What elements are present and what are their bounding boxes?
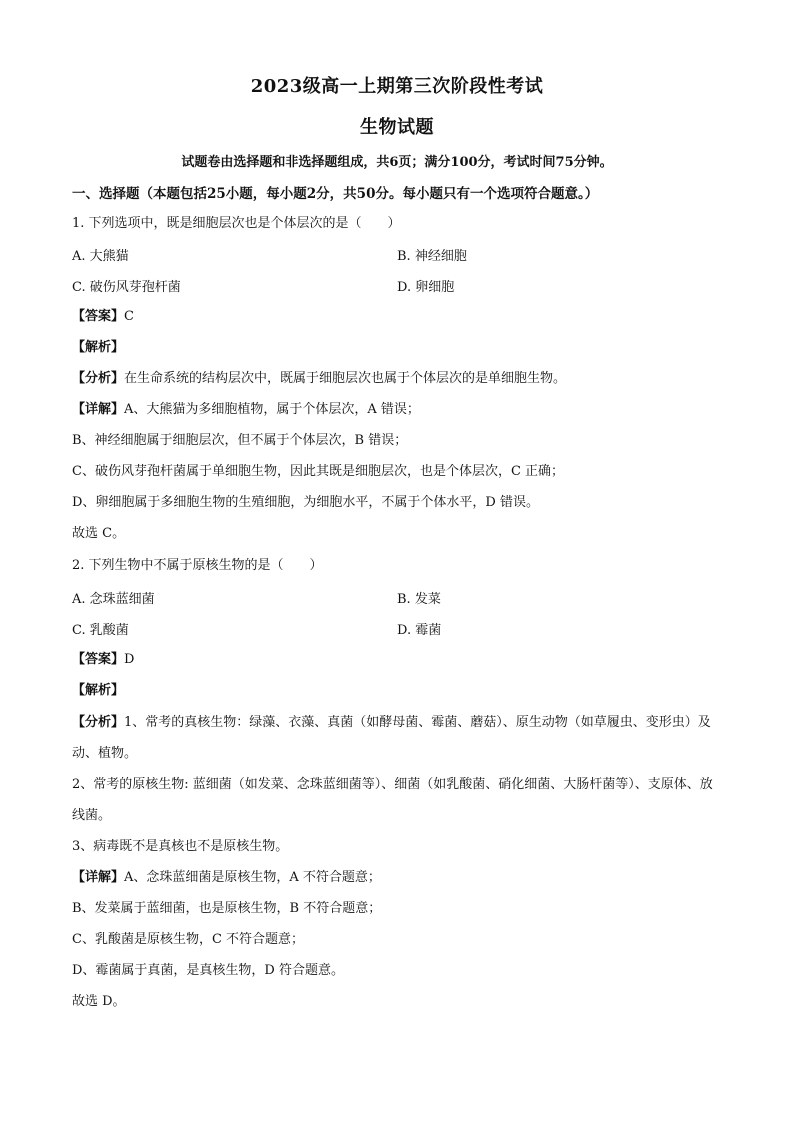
- q2-option-b: B. 发菜: [397, 592, 441, 607]
- q1-option-a: A. 大熊猫: [72, 249, 129, 264]
- q2-fenxi-1-text: 1、常考的真核生物：绿藻、衣藻、真菌（如酵母菌、霉菌、蘑菇）、原生动物（如草履虫、变形虫）及动、植物。: [72, 715, 711, 761]
- q2-analysis-tag: 【解析】: [72, 683, 125, 698]
- q2-answer-value: D: [124, 652, 135, 667]
- q2-option-d: D. 霉菌: [397, 623, 442, 638]
- q1-detail-b: B、神经细胞属于细胞层次，但不属于个体层次，B 错误；: [72, 433, 408, 448]
- q1-detail-a-text: A、大熊猫为多细胞植物，属于个体层次，A 错误；: [124, 402, 420, 417]
- exam-subtitle: 生物试题: [360, 117, 434, 138]
- q2-fenxi-tag: 【分析】: [72, 715, 125, 730]
- q2-xiangjie-tag: 【详解】: [72, 870, 125, 885]
- q1-stem: 1. 下列选项中，既是细胞层次也是个体层次的是（ ）: [72, 216, 401, 231]
- section-heading: 一、选择题（本题包括25小题，每小题2分，共50分。每小题只有一个选项符合题意。）: [72, 186, 599, 202]
- q1-option-d: D. 卵细胞: [397, 280, 455, 295]
- q1-xiangjie-tag: 【详解】: [72, 402, 125, 417]
- q1-answer: [72, 307, 134, 327]
- q2-fenxi-3: 3、病毒既不是真核也不是原核生物。: [72, 839, 289, 854]
- q2-option-a: A. 念珠蓝细菌: [72, 592, 155, 607]
- q1-fenxi-text: 在生命系统的结构层次中，既属于细胞层次也属于个体层次的是单细胞生物。: [124, 371, 567, 386]
- q1-fenxi: [72, 369, 566, 389]
- q1-detail-c: C、破伤风芽孢杆菌属于单细胞生物，因此其既是细胞层次，也是个体层次，C 正确；: [72, 464, 565, 479]
- exam-title: 2023级高一上期第三次阶段性考试: [250, 76, 544, 97]
- q2-conclusion: 故选 D。: [72, 994, 126, 1009]
- q1-fenxi-tag: 【分析】: [72, 371, 125, 386]
- q1-analysis-tag: 【解析】: [72, 340, 125, 355]
- q2-fenxi-2: 2、常考的原核生物: 蓝细菌（如发菜、念珠蓝细菌等）、细菌（如乳酸菌、硝化细菌、大肠杆菌等）、支原体、放线菌。: [72, 777, 713, 823]
- q2-stem: 2. 下列生物中不属于原核生物的是（ ）: [72, 558, 323, 573]
- q1-option-b: B. 神经细胞: [397, 249, 467, 264]
- q1-answer-value: C: [124, 309, 134, 324]
- q2-detail-b: B、发菜属于蓝细菌，也是原核生物，B 不符合题意；: [72, 901, 382, 916]
- q2-detail-a-text: A、念珠蓝细菌是原核生物，A 不符合题意；: [124, 870, 381, 885]
- q2-detail-c: C、乳酸菌是原核生物，C 不符合题意；: [72, 932, 305, 947]
- q2-fenxi-1: [72, 707, 722, 769]
- q2-answer: [72, 650, 134, 670]
- q2-detail-d: D、霉菌属于真菌，是真核生物，D 符合题意。: [72, 963, 344, 978]
- q1-analysis: [72, 338, 124, 358]
- q1-answer-tag: 【答案】: [72, 309, 125, 324]
- q1-conclusion: 故选 C。: [72, 526, 126, 541]
- q2-analysis: [72, 681, 124, 701]
- q1-detail-d: D、卵细胞属于多细胞生物的生殖细胞，为细胞水平，不属于个体水平，D 错误。: [72, 495, 539, 510]
- exam-intro: 试题卷由选择题和非选择题组成，共6页；满分100分，考试时间75分钟。: [181, 155, 613, 170]
- q2-detail-a: [72, 868, 381, 888]
- q1-detail-a: [72, 400, 420, 420]
- q2-option-c: C. 乳酸菌: [72, 623, 129, 638]
- q2-answer-tag: 【答案】: [72, 652, 125, 667]
- q1-option-c: C. 破伤风芽孢杆菌: [72, 280, 181, 295]
